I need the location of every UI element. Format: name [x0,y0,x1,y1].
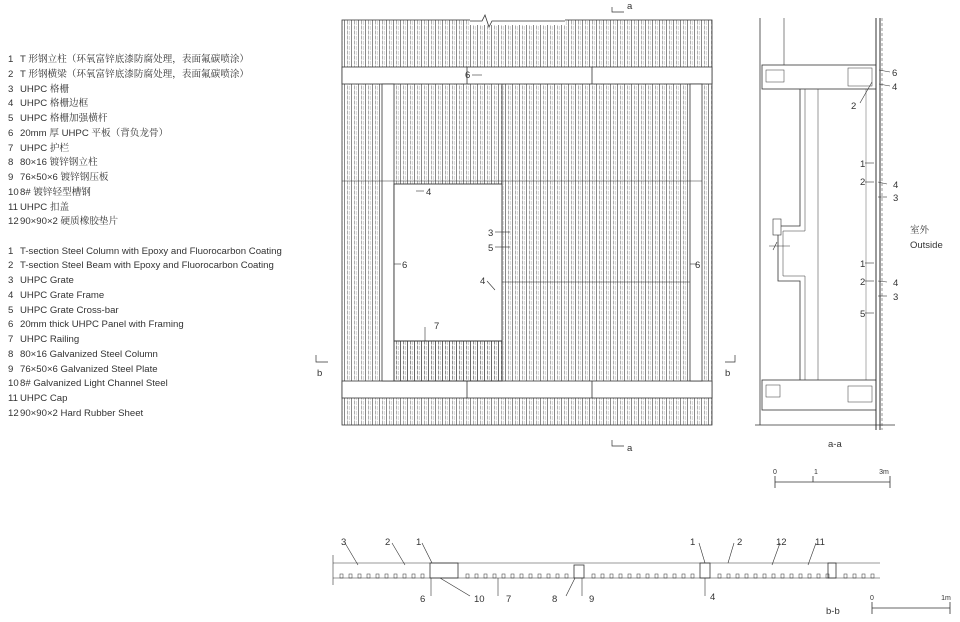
grate-slat [367,574,370,578]
section-bb-callout: 1 [690,537,696,548]
grate-slat [745,574,748,578]
section-bb-title: b-b [826,606,840,617]
grate-slat [538,574,541,578]
grate-slat [628,574,631,578]
legend-text: 76×50×6 Galvanized Steel Plate [20,363,158,375]
legend-number: 8 [8,157,14,169]
cut-b-right-label: b [725,368,731,379]
grate-slat [862,574,865,578]
legend-number: 1 [8,245,14,257]
section-aa-callout: 1 [860,159,866,170]
elevation-callout: 7 [434,321,440,332]
grate-slat [466,574,469,578]
section-bb-callout: 1 [416,537,422,548]
legend-text: UHPC Railing [20,334,80,345]
legend-number: 3 [8,275,14,286]
grate-slat [871,574,874,578]
grate-slat [403,574,406,578]
grate-slat [844,574,847,578]
legend-number: 9 [8,172,14,183]
section-bb-callout: 2 [385,537,391,548]
section-aa-callout: 4 [893,278,899,289]
section-aa-callout: 2 [860,177,866,188]
section-aa-view [755,18,898,488]
grate-slat [736,574,739,578]
legend-text: UHPC Cap [20,393,68,404]
legend-text: T 形钢立柱（环氧富锌底漆防腐处理，表面氟碳喷涂） [20,54,250,65]
legend-text: 90×90×2 硬质橡胶垫片 [20,216,119,228]
legend-number: 7 [8,334,14,345]
legend-number: 6 [8,319,14,331]
grate-slat [799,574,802,578]
grate-slat [592,574,595,578]
grate-slat [817,574,820,578]
scale-tick-3m: 3m [879,469,889,476]
legend-number: 10 [8,378,19,390]
scale-tick-1: 1 [814,469,818,476]
section-aa-title: a-a [828,439,842,450]
grate-slat [673,574,676,578]
grate-slat [790,574,793,578]
section-aa-callout: 2 [851,101,857,112]
grate-slat [412,574,415,578]
legend-text: 80×16 镀锌钢立柱 [20,157,98,169]
legend-number: 6 [8,127,14,139]
grate-slat [394,574,397,578]
grate-slat [376,574,379,578]
grate-slat [349,574,352,578]
legend-text: 80×16 Galvanized Steel Column [20,348,158,360]
grate-slat [475,574,478,578]
legend-text: UHPC 格栅边框 [20,98,89,110]
legend-number: 12 [8,407,19,419]
grate-slat [646,574,649,578]
legend-number: 5 [8,113,14,124]
section-bb-callout: 10 [474,594,485,605]
legend-number: 4 [8,289,14,301]
grate-slat [664,574,667,578]
grate-slat [547,574,550,578]
grate-slat [754,574,757,578]
legend-number: 11 [8,393,18,404]
legend-text: T 形钢横梁（环氧富锌底漆防腐处理，表面氟碳喷涂） [20,68,250,80]
grate-slat [421,574,424,578]
grate-slat [727,574,730,578]
grate-slat [556,574,559,578]
section-aa-callout: 1 [860,259,866,270]
section-aa-callout: 6 [892,68,898,79]
legend-number: 3 [8,83,14,95]
grate-slat [601,574,604,578]
outside-label-en: Outside [910,240,943,251]
grate-slat [772,574,775,578]
grate-slat [763,574,766,578]
legend-text: 20mm thick UHPC Panel with Framing [20,319,184,331]
cut-b-left-label: b [317,368,323,379]
section-aa-callout: 3 [893,292,899,303]
grate-slat [853,574,856,578]
grate-slat [682,574,685,578]
grate-slat [484,574,487,578]
legend-number: 8 [8,348,14,360]
section-aa-callout: 5 [860,309,866,320]
legend-text: UHPC 格栅加强横杆 [20,113,108,124]
elevation-callout: 4 [480,276,486,287]
grate-slat [511,574,514,578]
grate-slat [493,574,496,578]
legend-text: UHPC Grate Frame [20,289,105,301]
grate-slat [655,574,658,578]
legend-text: 90×90×2 Hard Rubber Sheet [20,407,144,419]
bb-scale-tick-0: 0 [870,595,874,602]
legend-text: 8# Galvanized Light Channel Steel [20,378,168,390]
bb-scale-tick-1m: 1m [941,595,951,602]
legend-number: 9 [8,363,14,375]
grate-slat [385,574,388,578]
legend-number: 12 [8,216,19,228]
legend-number: 11 [8,201,18,213]
legend-text: UHPC Grate [20,275,74,286]
grate-slat [691,574,694,578]
elevation-callout: 4 [426,187,432,198]
legend-number: 7 [8,142,14,154]
legend-text: T-section Steel Column with Epoxy and Fluorocarbon Coating [20,245,282,257]
grate-slat [826,574,829,578]
section-bb-callout: 7 [506,594,512,605]
legend-text: UHPC 格栅 [20,83,70,95]
legend-number: 1 [8,54,14,65]
section-bb-callout: 6 [420,594,426,605]
grate-slat [619,574,622,578]
elevation-callout: 5 [488,243,494,254]
grate-slat [808,574,811,578]
section-aa-callout: 4 [893,180,899,191]
section-bb-callout: 11 [815,537,825,548]
legend-text: UHPC Grate Cross-bar [20,304,119,316]
elevation-callout: 6 [465,70,471,81]
grate-slat [502,574,505,578]
legend-text: UHPC 扣盖 [20,201,70,213]
section-aa-callout: 4 [892,82,898,93]
section-bb-callout: 8 [552,594,558,605]
elevation-callout: 6 [402,260,408,271]
grate-slat [529,574,532,578]
legend-text: 20mm 厚 UHPC 平板（背负龙骨） [20,127,169,139]
grate-slat [718,574,721,578]
elevation-callout: 3 [488,228,494,239]
section-bb-callout: 3 [341,537,347,548]
grate-slat [781,574,784,578]
section-aa-callout: 2 [860,277,866,288]
cut-a-bottom-label: a [627,443,633,454]
legend-number: 5 [8,304,14,316]
elevation-callout: 6 [695,260,701,271]
elevation-view [316,1,735,454]
legend-text: 76×50×6 镀锌钢压板 [20,172,109,183]
cut-a-top-label: a [627,1,633,12]
outside-label-cn: 室外 [910,225,930,236]
legend-number: 2 [8,68,14,80]
grate-slat [340,574,343,578]
section-bb-callout: 12 [776,537,787,548]
legend-number: 10 [8,186,19,198]
legend-number: 4 [8,98,14,110]
grate-slat [358,574,361,578]
grate-slat [520,574,523,578]
section-bb-callout: 9 [589,594,595,605]
legend-text: UHPC 护栏 [20,142,70,154]
grate-slat [565,574,568,578]
scale-tick-0: 0 [773,469,777,476]
grate-slat [610,574,613,578]
legend-number: 2 [8,260,14,272]
section-bb-callout: 4 [710,592,716,603]
section-aa-callout: 3 [893,193,899,204]
legend-text: 8# 镀锌轻型槽钢 [20,186,91,198]
section-bb-callout: 2 [737,537,743,548]
section-bb-view [333,543,950,614]
grate-slat [637,574,640,578]
legend-text: T-section Steel Beam with Epoxy and Fluorocarbon Coating [20,260,274,272]
